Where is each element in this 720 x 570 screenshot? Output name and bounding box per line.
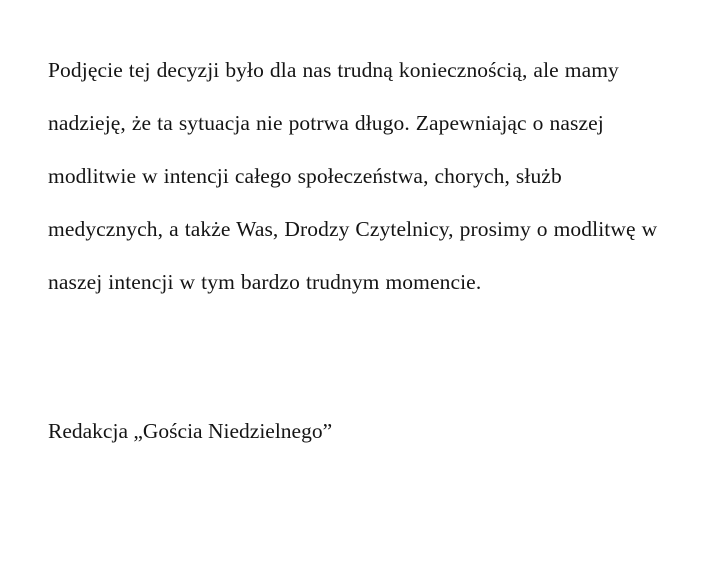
signature-line: Redakcja „Gościa Niedzielnego” [48,418,333,443]
paragraph-main: Podjęcie tej decyzji było dla nas trudną koniecznością, ale mamy nadzieję, że ta sytuacja nie potrwa długo. Zapewniając o naszej modlitwie w intencji całego społeczeństwa, chorych, służb medycznych, a także Was, Drodzy Czytelnicy, prosimy o modlitwę w naszej intencji w tym bardzo trudnym momencie. [48,57,664,294]
paragraph-spacer [48,330,676,383]
